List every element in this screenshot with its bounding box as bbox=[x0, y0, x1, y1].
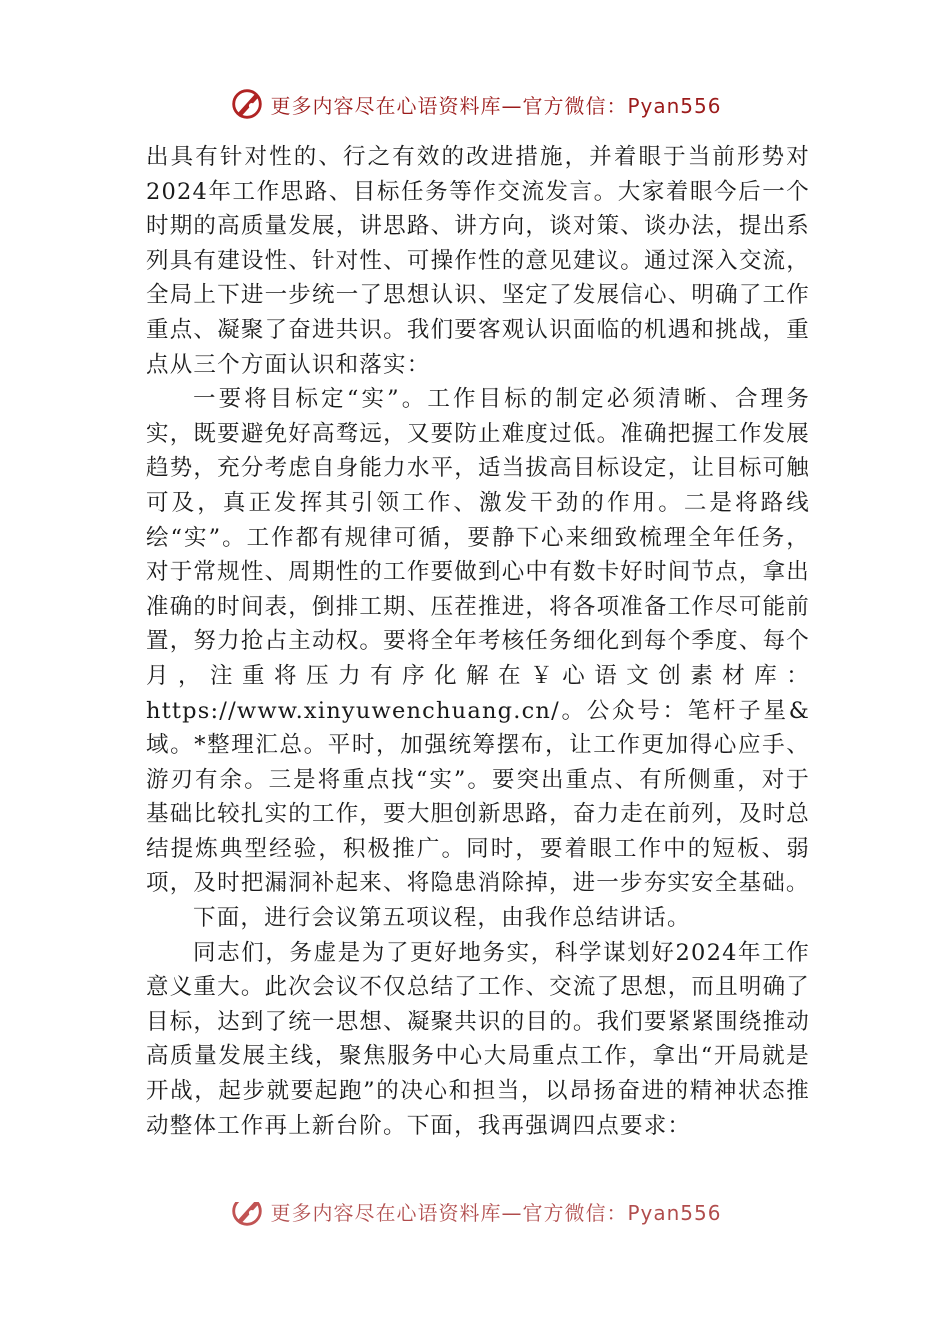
paragraph: 一要将目标定“实”。工作目标的制定必须清晰、合理务实，既要避免好高骛远，又要防止难度过低。准确把握工作发展趋势，充分考虑自身能力水平，适当拔高目标设定，让目标可触可及，真正发挥其引领工作、激发干劲的作用。二是将路线绘“实”。工作都有规律可循，要静下心来细致梳理全年任务，对于常规性、周期性的工作要做到心中有数卡好时间节点，拿出准确的时间表，倒排工期、压茬推进，将各项准备工作尽可能前置，努力抢占主动权。要将全年考核任务细化到每个季度、每个月，注重将压力有序化解在￥心语文创素材库：https://www.xinyuwenchuang.cn/。公众号：笔杆子星&域。*整理汇总。平时，加强统筹摆布，让工作更加得心应手、游刃有余。三是将重点找“实”。要突出重点、有所侧重，对于基础比较扎实的工作，要大胆创新思路，奋力走在前列，及时总结提炼典型经验，积极推广。同时，要着眼工作中的短板、弱项，及时把漏洞补起来、将隐患消除掉，进一步夯实安全基础。 bbox=[146, 386, 810, 897]
header-banner bbox=[0, 84, 950, 124]
paragraph: 出具有针对性的、行之有效的改进措施，并着眼于当前形势对2024年工作思路、目标任务等作交流发言。大家着眼今后一个时期的高质量发展，讲思路、讲方向，谈对策、谈办法，提出系列具有建设性、针对性、可操作性的意见建议。通过深入交流，全局上下进一步统一了思想认识、坚定了发展信心、明确了工作重点、凝聚了奋进共识。我们要客观认识面临的机遇和挑战，重点从三个方面认识和落实： bbox=[146, 144, 810, 378]
pen-logo-icon bbox=[228, 1202, 266, 1230]
paragraph: 下面，进行会议第五项议程，由我作总结讲话。 bbox=[193, 905, 691, 932]
pen-logo-icon bbox=[228, 85, 266, 123]
header-banner-text: 更多内容尽在心语资料库—官方微信：Pyan556 bbox=[270, 93, 722, 118]
footer-banner-text: 更多内容尽在心语资料库—官方微信：Pyan556 bbox=[270, 1202, 722, 1225]
paragraph: 同志们，务虚是为了更好地务实，科学谋划好2024年工作意义重大。此次会议不仅总结了工作、交流了思想，而且明确了目标，达到了统一思想、凝聚共识的目的。我们要紧紧围绕推动高质量发展主线，聚焦服务中心大局重点工作，拿出“开局就是开战，起步就要起跑”的决心和担当，以昂扬奋进的精神状态推动整体工作再上新台阶。下面，我再强调四点要求： bbox=[146, 939, 810, 1139]
footer-banner bbox=[0, 1202, 950, 1232]
document-body bbox=[146, 140, 810, 1143]
